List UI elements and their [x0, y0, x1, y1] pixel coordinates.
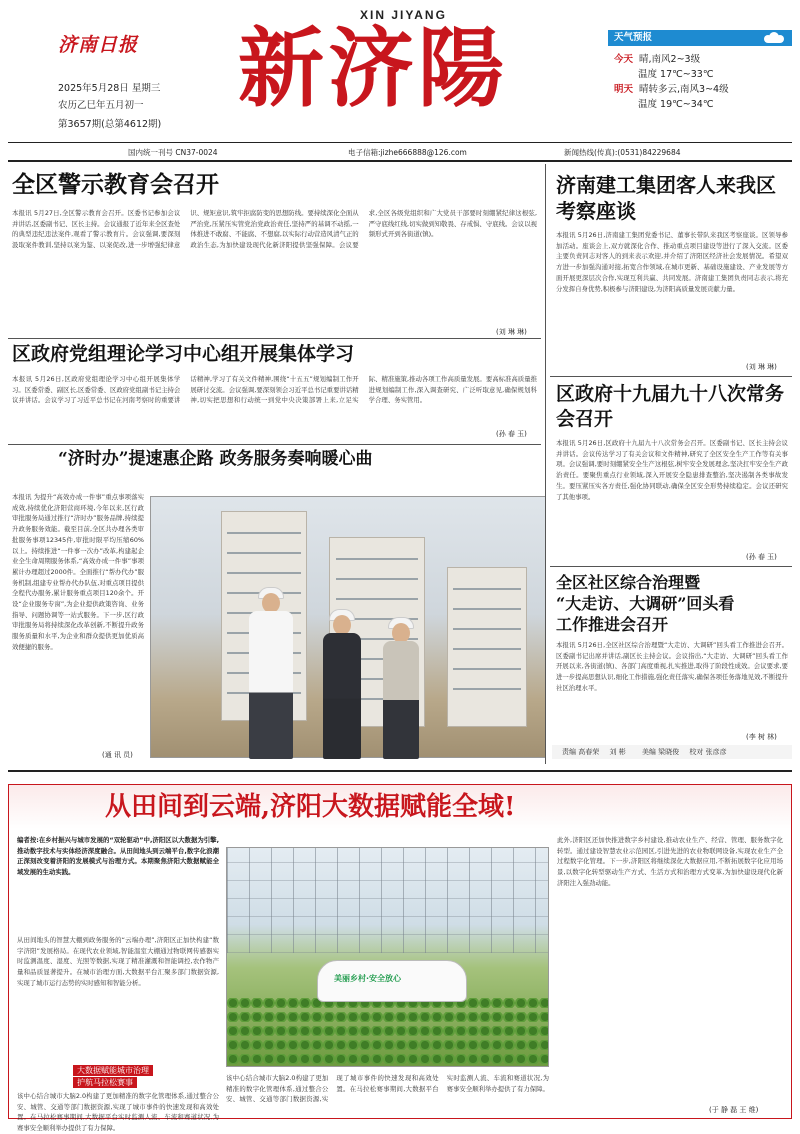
masthead-title: 新济陽 [238, 18, 508, 119]
robot-label: 美丽乡村·安全放心 [334, 974, 402, 983]
greenhouse-robot [317, 960, 467, 1002]
article-body: 本报讯 5月27日,全区警示教育会召开。区委书记参加会议并讲话,区委副书记、区长主持。会议通报了近年来全区查处的典型违纪违法案件,观看了警示教育片。会议强调,要深刻汲取案件教训,坚持以案为鉴、以案促改,进一步增强纪律意识、规矩意识,筑牢拒腐防变的思想防线。要持续深化全面从严治党,压紧压实管党治党政治责任,坚持严的基调不动摇,一体推进不敢腐、不能腐、不想腐,以实际行动营造风清气正的政治生态,为加快建设现代化新济阳提供坚强保障。会议要求,全区各级党组织和广大党员干部要时刻绷紧纪律这根弦,严守底线红线,切实做到知敬畏、存戒惧、守底线。会议以视频形式开到各街道(镇)。 [12, 209, 537, 250]
designer-label: 美编 [641, 748, 656, 756]
article-headline: 区政府十九届九十八次常务会召开 [556, 383, 785, 430]
article-body: 本报讯 5月26日,区政府十九届九十八次常务会召开。区委副书记、区长主持会议并讲话。会议传达学习了有关会议和文件精神,研究了全区安全生产工作等有关事项。会议强调,要时刻绷紧安全生产这根弦,树牢安全发展理念,坚决扛牢安全生产政治责任。要聚焦重点行业领域,深入开展安全隐患排查整治,坚决遏制各类事故发生。要压紧压实各方责任,强化协同联动,确保全区安全形势持续稳定。会议还研究了其他事项。 [556, 439, 788, 501]
weather-today-temp: 温度 17℃~33℃ [638, 69, 714, 80]
article-headline: 济南建工集团客人来我区考察座谈 [556, 173, 776, 223]
article-headline [556, 572, 734, 635]
greenhouse-roof [227, 848, 548, 953]
date-block [58, 80, 161, 133]
email: 电子信箱:jizhe666888@126.com [348, 148, 467, 157]
article-headline-line: “大走访、大调研”回头看 [556, 594, 735, 613]
weather-cloud-icon [760, 32, 788, 44]
masthead-pinyin: XIN JIYANG [360, 8, 447, 22]
article-byline: (刘 琳 琳) [746, 363, 777, 371]
person-figure [249, 593, 293, 759]
article-byline: (孙 春 玉) [746, 553, 777, 561]
editor-label: 责编 [562, 748, 576, 756]
article-body: 本报讯 5月26日,济南建工集团党委书记、董事长带队来我区考察座谈。区领导参加活动。座谈会上,双方就深化合作、推动重点项目建设等进行了深入交流。区委主要负责同志对客人的到来表示欢迎,并介绍了济阳区经济社会发展情况。希望双方进一步加强沟通对接,拓宽合作领域,在城市更新、基础设施建设、产业发展等方面开展更深层次合作,实现互利共赢、共同发展。济南建工集团负责同志表示,将充分发挥自身优势,积极参与济阳建设,为济阳高质量发展贡献力量。 [556, 231, 788, 293]
editor-extra: 刘 彬 [609, 748, 626, 756]
info-bar-rule [8, 160, 792, 162]
section-rule [550, 566, 792, 567]
masthead-rule [8, 142, 792, 143]
weather-header-label: 天气预报 [614, 32, 653, 43]
weather-today [608, 52, 792, 67]
page-rule [8, 770, 792, 772]
issue-number: 第3657期(总第4612期) [58, 119, 162, 130]
publication-code: 国内统一刊号 CN37-0024 [128, 148, 218, 157]
date: 2025年5月28日 星期三 [58, 83, 161, 94]
building-shape [447, 567, 527, 727]
feature-headline: 从田间到云端,济阳大数据赋能全域! [105, 792, 516, 822]
article-body: 本报讯 5月26日,区政府党组理论学习中心组开展集体学习。区委常委、副区长,区委常委、区政府党组副书记主持会议并讲话。会议学习了习近平总书记在河南考察时的重要讲话精神,学习了有关文件精神,围绕“十五五”规划编制工作开展研讨交流。会议强调,要深刻领会习近平总书记重要讲话精神,切实把思想和行动统一到党中央决策部署上来,立足实际、精准施策,推动各项工作高质量发展。要高标准高质量推进规划编制工作,深入调查研究、广泛听取意见,确保规划科学合理、务实管用。 [12, 375, 537, 405]
section-rule [8, 444, 541, 445]
section-rule [8, 338, 541, 339]
masthead [8, 6, 792, 130]
section-rule [550, 376, 792, 377]
plant-row [227, 1026, 548, 1036]
proofreader-name: 张彦彦 [705, 748, 727, 756]
plant-row [227, 1054, 548, 1064]
weather-today-label: 今天 [614, 54, 634, 65]
person-figure [323, 615, 361, 759]
article-headline: “济时办”提速惠企路 政务服务奏响暖心曲 [58, 449, 373, 469]
info-bar [8, 145, 792, 159]
article-headline: 区政府党组理论学习中心组开展集体学习 [12, 343, 355, 365]
article-body: 本报讯 为提升“高效办成一件事”重点事项落实成效,持续优化济阳营商环境,今年以来,区行政审批服务局通过推行“济时办”服务品牌,持续提升政务服务效能。截至目前,全区共办理各类审批服务事项12345件,审批时限平均压缩60%以上。持续推进“一件事一次办”改革,构建起企业全生命周期服务体系,“高效办成一件事”事项累计办理超过2000件。全面推行“帮办代办”服务机制,组建专业帮办代办队伍,对重点项目提供全程代办服务,累计服务重点项目120余个。开设“企业服务专窗”,为企业提供政策咨询、业务指导、问题协调等一站式服务。下一步,区行政审批服务局将持续深化改革创新,不断提升政务服务质量和水平,为企业和群众提供更加优质高效便捷的服务。 [12, 493, 144, 651]
editor-note: 编者按:在乡村振兴与城市发展的“双轮驱动”中,济阳区以大数据为引擎,推动数字技术与实体经济深度融合。从田间地头到云端平台,数字化浪潮正深刻改变着济阳的发展模式与治理方式。本期聚焦济阳大数据赋能全域发展的生动实践。 [17, 836, 219, 877]
news-hotline: 新闻热线(传真):(0531)84229684 [564, 148, 681, 157]
greenhouse-photo [226, 847, 549, 1067]
construction-site-photo [150, 496, 546, 758]
editor-credits [552, 745, 792, 759]
feature-title-band [9, 785, 791, 829]
editor-name: 高春荣 [578, 748, 600, 756]
weather-tomorrow-label: 明天 [614, 84, 634, 95]
feature-body-left: 从田间地头的智慧大棚到政务服务的“云端办理”,济阳区正加快构建“数字济阳”发展格局。在现代农业领域,智能温室大棚通过物联网传感器实时监测温度、湿度、光照等数据,实现了精准灌溉和智能调控,农作物产量和品质显著提升。在城市治理方面,大数据平台汇聚多部门数据资源,实现了城市运行态势的实时感知和智能分析。 [17, 936, 219, 987]
article-byline: (孙 春 玉) [496, 430, 527, 438]
article-byline: (通 讯 员) [102, 751, 133, 759]
weather-box [608, 30, 792, 116]
subhead-tag: 护航马拉松赛事 [73, 1077, 137, 1088]
proofreader-label: 校对 [689, 748, 704, 756]
weather-tomorrow-temp: 温度 19℃~34℃ [638, 99, 714, 110]
article-headline-line: 全区社区综合治理暨 [556, 573, 701, 592]
paper-logo: 济南日报 [58, 34, 139, 56]
article-headline-line: 工作推进会召开 [556, 615, 669, 634]
weather-tomorrow [608, 82, 792, 97]
feature-body-right: 此外,济阳区还加快推进数字乡村建设,推动农业生产、经营、管理、服务数字化转型。通过建设智慧农业示范园区,引进先进的农业物联网设备,实现农业生产全过程数字化管理。下一步,济阳区将继续深化大数据应用,不断拓展数字化应用场景,以数字化转型驱动生产方式、生活方式和治理方式变革,为加快建设现代化新济阳注入强劲动能。 [557, 836, 783, 887]
article-headline: 全区警示教育会召开 [12, 171, 219, 198]
feature-body-left-cont: 该中心结合城市大脑2.0构建了更加精准的数字化管理体系,通过整合公安、城管、交通等部门数据资源,实现了城市事件的快速发现和高效处置。在马拉松赛事期间,大数据平台实时监测人流、车流和赛道状况,为赛事安全顺利举办提供了有力保障。 [17, 1092, 219, 1133]
plant-row [227, 1012, 548, 1022]
feature-section [8, 784, 792, 1133]
feature-body-mid: 该中心结合城市大脑2.0构建了更加精准的数字化管理体系,通过整合公安、城管、交通等部门数据资源,实现了城市事件的快速发现和高效处置。在马拉松赛事期间,大数据平台实时监测人流、车流和赛道状况,为赛事安全顺利举办提供了有力保障。 [226, 1074, 549, 1104]
lunar-date: 农历乙巳年五月初一 [58, 100, 144, 111]
feature-byline: (于 静 磊 王 维) [709, 1106, 759, 1114]
weather-tomorrow-desc: 晴转多云,南风3~4级 [639, 84, 729, 95]
subhead-tag: 大数据赋能城市治理 [73, 1065, 153, 1076]
weather-header [608, 30, 792, 46]
designer-name: 梁晓俊 [658, 748, 680, 756]
article-byline: (刘 琳 琳) [496, 328, 527, 336]
column-divider [545, 164, 546, 764]
plant-row [227, 1040, 548, 1050]
weather-today-desc: 晴,南风2~3级 [639, 54, 701, 65]
article-body: 本报讯 5月26日,全区社区综合治理暨“大走访、大调研”回头看工作推进会召开。区委副书记出席并讲话,副区长主持会议。会议指出,“大走访、大调研”回头看工作开展以来,各街道(镇)、各部门高度重视,扎实推进,取得了阶段性成效。会议要求,要进一步提高思想认识,细化工作措施,强化责任落实,确保各项任务落地见效,不断提升社区治理水平。 [556, 641, 788, 692]
person-figure [383, 623, 419, 759]
article-byline: (李 树 林) [746, 733, 777, 741]
